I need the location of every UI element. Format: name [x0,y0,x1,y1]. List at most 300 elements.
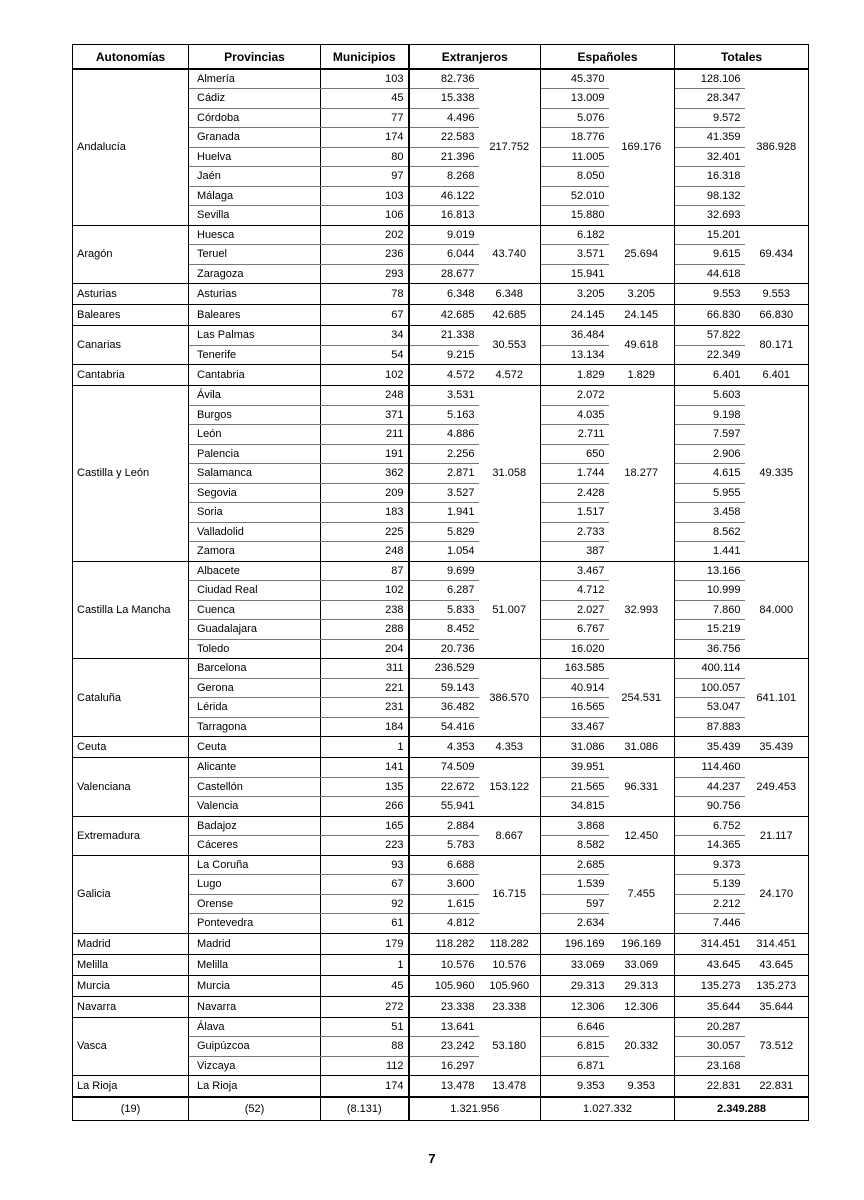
espanoles-value: 15.941 [541,264,609,284]
provincia-name: Almería [189,69,321,89]
autonomia-name: Valenciana [73,758,189,817]
totales-value: 23.168 [675,1056,745,1076]
autonomia-name: Andalucía [73,69,189,225]
extranjeros-value: 21.338 [409,326,479,346]
table-row [73,284,809,305]
extranjeros-value: 23.338 [409,996,479,1017]
provincia-name: Cádiz [189,89,321,109]
extranjeros-value: 3.600 [409,875,479,895]
extranjeros-value: 5.783 [409,836,479,856]
totales-value: 22.349 [675,345,745,365]
provincia-name: Tarragona [189,717,321,737]
totales-value: 14.365 [675,836,745,856]
totales-value: 114.460 [675,758,745,778]
extranjeros-value: 28.677 [409,264,479,284]
totales-value: 5.955 [675,483,745,503]
espanoles-value: 2.072 [541,386,609,406]
totales-total: 66.830 [745,305,809,326]
totales-value: 10.999 [675,581,745,601]
espanoles-total: 25.694 [609,225,675,284]
extranjeros-value: 2.884 [409,816,479,836]
municipios-count: 311 [321,659,409,679]
espanoles-value: 4.712 [541,581,609,601]
totales-total: 80.171 [745,326,809,365]
totales-value: 44.237 [675,777,745,797]
provincia-name: Ávila [189,386,321,406]
espanoles-value: 33.467 [541,717,609,737]
totales-value: 9.615 [675,245,745,265]
municipios-count: 165 [321,816,409,836]
extranjeros-total: 105.960 [479,975,541,996]
municipios-count: 54 [321,345,409,365]
espanoles-value: 597 [541,894,609,914]
municipios-count: 34 [321,326,409,346]
espanoles-total: 20.332 [609,1017,675,1076]
provincia-name: Orense [189,894,321,914]
extranjeros-total: 51.007 [479,561,541,659]
provincia-name: Ceuta [189,737,321,758]
espanoles-value: 2.027 [541,600,609,620]
espanoles-value: 45.370 [541,69,609,89]
extranjeros-total: 6.348 [479,284,541,305]
totales-value: 44.618 [675,264,745,284]
totales-value: 6.752 [675,816,745,836]
municipios-count: 103 [321,69,409,89]
espanoles-value: 52.010 [541,186,609,206]
provincia-name: Barcelona [189,659,321,679]
extranjeros-value: 3.527 [409,483,479,503]
extranjeros-value: 6.688 [409,855,479,875]
extranjeros-value: 54.416 [409,717,479,737]
footer-autonomias: (19) [73,1097,189,1121]
table-row [73,659,809,679]
totales-value: 314.451 [675,933,745,954]
municipios-count: 293 [321,264,409,284]
provincia-name: Cantabria [189,365,321,386]
espanoles-value: 2.634 [541,914,609,934]
municipios-count: 102 [321,365,409,386]
espanoles-value: 6.815 [541,1037,609,1057]
municipios-count: 191 [321,444,409,464]
extranjeros-value: 36.482 [409,698,479,718]
municipios-count: 93 [321,855,409,875]
totales-total: 314.451 [745,933,809,954]
header-municipios: Municipios [321,45,409,70]
header-row [73,45,809,70]
extranjeros-value: 4.812 [409,914,479,934]
municipios-count: 1 [321,737,409,758]
extranjeros-value: 8.268 [409,167,479,187]
provincia-name: Pontevedra [189,914,321,934]
extranjeros-value: 5.163 [409,405,479,425]
municipios-count: 272 [321,996,409,1017]
extranjeros-value: 46.122 [409,186,479,206]
municipios-count: 92 [321,894,409,914]
espanoles-total: 169.176 [609,69,675,225]
espanoles-value: 2.685 [541,855,609,875]
table-row [73,855,809,875]
extranjeros-total: 43.740 [479,225,541,284]
totales-total: 35.644 [745,996,809,1017]
espanoles-value: 21.565 [541,777,609,797]
espanoles-total: 31.086 [609,737,675,758]
autonomia-name: Murcia [73,975,189,996]
espanoles-total: 49.618 [609,326,675,365]
totales-total: 135.273 [745,975,809,996]
provincia-name: Baleares [189,305,321,326]
autonomia-name: Navarra [73,996,189,1017]
table-row [73,561,809,581]
espanoles-value: 163.585 [541,659,609,679]
espanoles-value: 2.428 [541,483,609,503]
provincia-name: Gerona [189,678,321,698]
table-row [73,737,809,758]
municipios-count: 174 [321,128,409,148]
provincia-name: Tenerife [189,345,321,365]
espanoles-total: 32.993 [609,561,675,659]
espanoles-total: 29.313 [609,975,675,996]
espanoles-value: 15.880 [541,206,609,226]
autonomia-name: Cantabria [73,365,189,386]
espanoles-value: 11.005 [541,147,609,167]
municipios-count: 61 [321,914,409,934]
provincia-name: Teruel [189,245,321,265]
provincia-name: Zamora [189,542,321,562]
provincia-name: Burgos [189,405,321,425]
extranjeros-total: 10.576 [479,954,541,975]
municipios-count: 77 [321,108,409,128]
municipios-count: 236 [321,245,409,265]
totales-total: 386.928 [745,69,809,225]
totals-row [73,1097,809,1121]
totales-total: 84.000 [745,561,809,659]
espanoles-value: 1.517 [541,503,609,523]
espanoles-total: 196.169 [609,933,675,954]
provincia-name: Madrid [189,933,321,954]
totales-value: 100.057 [675,678,745,698]
provincia-name: Ciudad Real [189,581,321,601]
espanoles-value: 9.353 [541,1076,609,1097]
municipios-count: 231 [321,698,409,718]
espanoles-value: 12.306 [541,996,609,1017]
municipios-count: 225 [321,522,409,542]
extranjeros-value: 15.338 [409,89,479,109]
provincia-name: Lugo [189,875,321,895]
espanoles-value: 2.711 [541,425,609,445]
municipios-count: 223 [321,836,409,856]
espanoles-total: 3.205 [609,284,675,305]
extranjeros-total: 4.353 [479,737,541,758]
municipios-count: 80 [321,147,409,167]
extranjeros-value: 1.054 [409,542,479,562]
totales-value: 32.401 [675,147,745,167]
espanoles-value: 33.069 [541,954,609,975]
espanoles-value: 18.776 [541,128,609,148]
extranjeros-total: 16.715 [479,855,541,933]
espanoles-value: 40.914 [541,678,609,698]
extranjeros-value: 3.531 [409,386,479,406]
municipios-count: 88 [321,1037,409,1057]
provincia-name: Segovia [189,483,321,503]
espanoles-value: 1.829 [541,365,609,386]
espanoles-value: 5.076 [541,108,609,128]
municipios-count: 204 [321,639,409,659]
totales-value: 87.883 [675,717,745,737]
table-row [73,996,809,1017]
provincia-name: Huesca [189,225,321,245]
autonomia-name: Madrid [73,933,189,954]
totales-value: 98.132 [675,186,745,206]
header-espanoles: Españoles [541,45,675,70]
extranjeros-value: 20.736 [409,639,479,659]
totales-value: 36.756 [675,639,745,659]
extranjeros-total: 30.553 [479,326,541,365]
provincia-name: Lérida [189,698,321,718]
totales-total: 73.512 [745,1017,809,1076]
espanoles-total: 1.829 [609,365,675,386]
municipios-count: 238 [321,600,409,620]
extranjeros-value: 13.641 [409,1017,479,1037]
municipios-count: 67 [321,875,409,895]
espanoles-value: 387 [541,542,609,562]
espanoles-value: 3.205 [541,284,609,305]
header-autonomias: Autonomías [73,45,189,70]
provincia-name: Navarra [189,996,321,1017]
totales-value: 5.139 [675,875,745,895]
table-row [73,386,809,406]
footer-espanoles: 1.027.332 [541,1097,675,1121]
municipios-count: 106 [321,206,409,226]
espanoles-total: 9.353 [609,1076,675,1097]
provincia-name: La Coruña [189,855,321,875]
extranjeros-value: 16.813 [409,206,479,226]
provincia-name: Zaragoza [189,264,321,284]
espanoles-value: 4.035 [541,405,609,425]
provincia-name: Murcia [189,975,321,996]
totales-value: 20.287 [675,1017,745,1037]
espanoles-value: 16.020 [541,639,609,659]
municipios-count: 45 [321,975,409,996]
table-row [73,1076,809,1097]
autonomia-name: Aragón [73,225,189,284]
extranjeros-value: 13.478 [409,1076,479,1097]
totales-value: 22.831 [675,1076,745,1097]
totales-value: 9.553 [675,284,745,305]
totales-total: 249.453 [745,758,809,817]
footer-totales: 2.349.288 [675,1097,809,1121]
provincia-name: Palencia [189,444,321,464]
header-provincias: Provincias [189,45,321,70]
extranjeros-value: 236.529 [409,659,479,679]
provincia-name: Albacete [189,561,321,581]
extranjeros-total: 386.570 [479,659,541,737]
extranjeros-value: 23.242 [409,1037,479,1057]
extranjeros-value: 55.941 [409,797,479,817]
table-row [73,933,809,954]
extranjeros-value: 6.044 [409,245,479,265]
espanoles-value: 31.086 [541,737,609,758]
municipios-count: 248 [321,542,409,562]
extranjeros-total: 217.752 [479,69,541,225]
totales-value: 6.401 [675,365,745,386]
autonomia-name: La Rioja [73,1076,189,1097]
totales-value: 57.822 [675,326,745,346]
header-totales: Totales [675,45,809,70]
provincia-name: Cáceres [189,836,321,856]
municipios-count: 141 [321,758,409,778]
espanoles-value: 6.871 [541,1056,609,1076]
totales-value: 128.106 [675,69,745,89]
provincia-name: La Rioja [189,1076,321,1097]
extranjeros-value: 6.287 [409,581,479,601]
totales-total: 21.117 [745,816,809,855]
totales-value: 7.597 [675,425,745,445]
totales-value: 35.439 [675,737,745,758]
municipios-count: 209 [321,483,409,503]
autonomia-name: Canarias [73,326,189,365]
municipios-count: 248 [321,386,409,406]
espanoles-value: 36.484 [541,326,609,346]
provincia-name: Alicante [189,758,321,778]
autonomia-name: Vasca [73,1017,189,1076]
provincia-name: León [189,425,321,445]
espanoles-value: 1.539 [541,875,609,895]
totales-value: 13.166 [675,561,745,581]
footer-provincias: (52) [189,1097,321,1121]
totales-value: 3.458 [675,503,745,523]
provincia-name: Córdoba [189,108,321,128]
autonomia-name: Asturias [73,284,189,305]
espanoles-value: 6.767 [541,620,609,640]
espanoles-value: 13.009 [541,89,609,109]
extranjeros-total: 153.122 [479,758,541,817]
provincia-name: Granada [189,128,321,148]
municipios-count: 266 [321,797,409,817]
municipios-count: 103 [321,186,409,206]
provincia-name: Guadalajara [189,620,321,640]
totales-value: 43.645 [675,954,745,975]
provincia-name: Castellón [189,777,321,797]
municipios-count: 87 [321,561,409,581]
extranjeros-value: 9.699 [409,561,479,581]
totales-total: 69.434 [745,225,809,284]
municipios-count: 135 [321,777,409,797]
provincia-name: Málaga [189,186,321,206]
population-table-sheet [72,44,808,1121]
autonomia-name: Extremadura [73,816,189,855]
provincia-name: Valladolid [189,522,321,542]
espanoles-value: 8.050 [541,167,609,187]
extranjeros-value: 16.297 [409,1056,479,1076]
totales-value: 90.756 [675,797,745,817]
espanoles-total: 12.306 [609,996,675,1017]
totales-total: 9.553 [745,284,809,305]
totales-total: 6.401 [745,365,809,386]
municipios-count: 112 [321,1056,409,1076]
page-number: 7 [428,1151,436,1166]
extranjeros-total: 118.282 [479,933,541,954]
espanoles-value: 29.313 [541,975,609,996]
autonomia-name: Ceuta [73,737,189,758]
extranjeros-value: 5.833 [409,600,479,620]
extranjeros-total: 4.572 [479,365,541,386]
table-body [73,69,809,1097]
provincia-name: Asturias [189,284,321,305]
municipios-count: 97 [321,167,409,187]
extranjeros-value: 1.941 [409,503,479,523]
totales-value: 2.906 [675,444,745,464]
espanoles-value: 13.134 [541,345,609,365]
table-row [73,365,809,386]
provincia-name: Huelva [189,147,321,167]
provincia-name: Jaén [189,167,321,187]
totales-value: 15.201 [675,225,745,245]
espanoles-total: 7.455 [609,855,675,933]
totales-value: 15.219 [675,620,745,640]
totales-value: 66.830 [675,305,745,326]
table-row [73,225,809,245]
espanoles-value: 3.868 [541,816,609,836]
extranjeros-total: 8.667 [479,816,541,855]
espanoles-value: 16.565 [541,698,609,718]
espanoles-value: 39.951 [541,758,609,778]
municipios-count: 67 [321,305,409,326]
totales-value: 35.644 [675,996,745,1017]
extranjeros-value: 1.615 [409,894,479,914]
espanoles-total: 12.450 [609,816,675,855]
extranjeros-value: 4.572 [409,365,479,386]
totales-total: 35.439 [745,737,809,758]
espanoles-value: 6.646 [541,1017,609,1037]
totales-total: 43.645 [745,954,809,975]
provincia-name: Las Palmas [189,326,321,346]
espanoles-total: 96.331 [609,758,675,817]
espanoles-total: 254.531 [609,659,675,737]
extranjeros-value: 42.685 [409,305,479,326]
provincia-name: Cuenca [189,600,321,620]
totales-value: 30.057 [675,1037,745,1057]
municipios-count: 362 [321,464,409,484]
totales-value: 1.441 [675,542,745,562]
municipios-count: 371 [321,405,409,425]
provincia-name: Soria [189,503,321,523]
totales-total: 49.335 [745,386,809,562]
totales-value: 4.615 [675,464,745,484]
provincia-name: Salamanca [189,464,321,484]
provincia-name: Vizcaya [189,1056,321,1076]
municipios-count: 102 [321,581,409,601]
extranjeros-value: 21.396 [409,147,479,167]
totales-value: 9.373 [675,855,745,875]
table-row [73,1017,809,1037]
totales-value: 41.359 [675,128,745,148]
footer-municipios: (8.131) [321,1097,409,1121]
extranjeros-value: 9.019 [409,225,479,245]
extranjeros-value: 2.256 [409,444,479,464]
totales-total: 24.170 [745,855,809,933]
espanoles-value: 24.145 [541,305,609,326]
extranjeros-value: 22.672 [409,777,479,797]
totales-value: 2.212 [675,894,745,914]
totales-value: 7.446 [675,914,745,934]
municipios-count: 288 [321,620,409,640]
municipios-count: 221 [321,678,409,698]
table-row [73,975,809,996]
extranjeros-value: 59.143 [409,678,479,698]
municipios-count: 184 [321,717,409,737]
municipios-count: 179 [321,933,409,954]
totales-value: 9.572 [675,108,745,128]
